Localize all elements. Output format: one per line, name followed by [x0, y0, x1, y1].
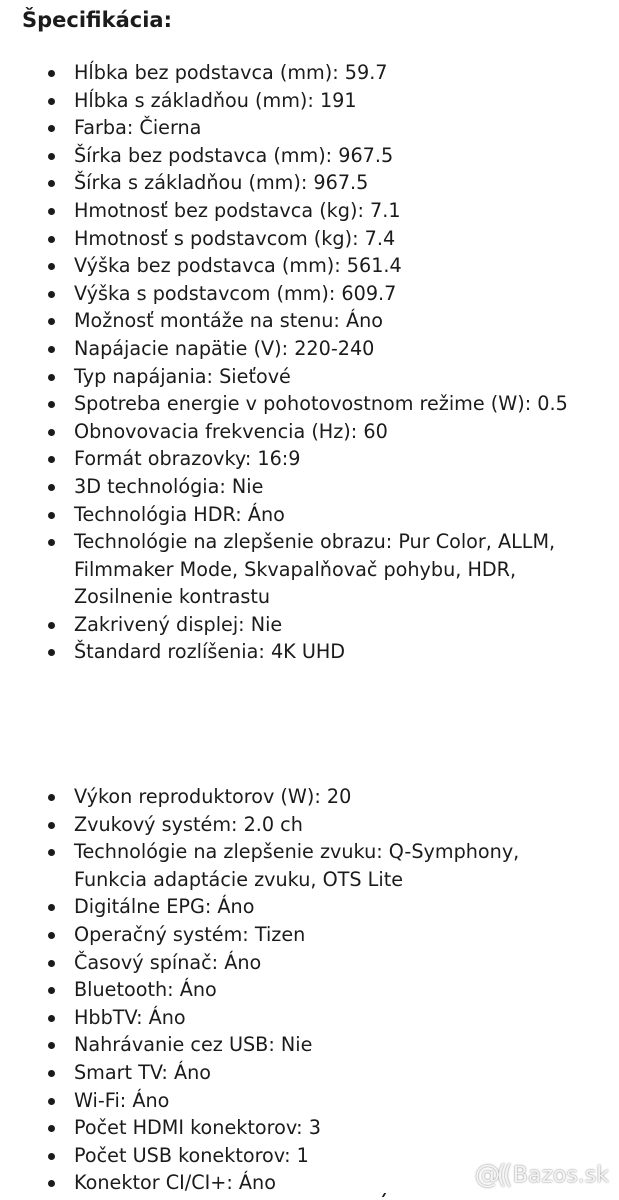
- spec-item: Digitálne EPG: Áno: [0, 893, 600, 921]
- spec-item: Technológie na zlepšenie zvuku: Q-Symphony, Funkcia adaptácie zvuku, OTS Lite: [0, 838, 600, 893]
- spec-item: Štandard rozlíšenia: 4K UHD: [0, 638, 600, 666]
- page-title: Špecifikácia:: [22, 8, 172, 32]
- spec-item: Počet HDMI konektorov: 3: [0, 1114, 600, 1142]
- spec-list-picture: [0, 59, 600, 666]
- bazos-watermark: [474, 1160, 609, 1190]
- spec-item: Hĺbka bez podstavca (mm): 59.7: [0, 59, 600, 87]
- spec-item: Výška s podstavcom (mm): 609.7: [0, 280, 600, 308]
- spec-item: Časový spínač: Áno: [0, 949, 600, 977]
- spec-item: Smart TV: Áno: [0, 1059, 600, 1087]
- spec-item: Spotreba energie v pohotovostnom režime (W): 0.5: [0, 390, 600, 418]
- spec-item: Formát obrazovky: 16:9: [0, 445, 600, 473]
- spec-item: HbbTV: Áno: [0, 1004, 600, 1032]
- watermark-text: Bazos.sk: [512, 1162, 609, 1188]
- spec-item: Konektor CI/CI+: Áno: [0, 1169, 600, 1197]
- spec-item: Počet USB konektorov: 1: [0, 1142, 600, 1170]
- spec-item: Farba: Čierna: [0, 114, 600, 142]
- spec-item: Napájacie napätie (V): 220-240: [0, 335, 600, 363]
- spec-item: Technológie na zlepšenie obrazu: Pur Color, ALLM, Filmmaker Mode, Skvapalňovač pohybu, HDR, Zosilnenie kontrastu: [0, 528, 600, 611]
- spec-item: Bluetooth: Áno: [0, 976, 600, 1004]
- spec-item: Wi-Fi: Áno: [0, 1087, 600, 1115]
- spec-item: Hmotnosť s podstavcom (kg): 7.4: [0, 225, 600, 253]
- spec-item: Hĺbka s základňou (mm): 191: [0, 87, 600, 115]
- bazos-logo-icon: @((: [474, 1160, 509, 1190]
- spec-item: Výška bez podstavca (mm): 561.4: [0, 252, 600, 280]
- spec-item: Zakrivený displej: Nie: [0, 611, 600, 639]
- spec-item: Operačný systém: Tizen: [0, 921, 600, 949]
- spec-item: Nahrávanie cez USB: Nie: [0, 1031, 600, 1059]
- spec-item: Zvukový systém: 2.0 ch: [0, 811, 600, 839]
- spec-item: Technológia HDR: Áno: [0, 501, 600, 529]
- spec-item: Šírka s základňou (mm): 967.5: [0, 169, 600, 197]
- spec-item: Výkon reproduktorov (W): 20: [0, 783, 600, 811]
- spec-item: Šírka bez podstavca (mm): 967.5: [0, 142, 600, 170]
- spec-item: Obnovovacia frekvencia (Hz): 60: [0, 418, 600, 446]
- spec-item: Hmotnosť bez podstavca (kg): 7.1: [0, 197, 600, 225]
- spec-list-sound-smart: [0, 783, 600, 1197]
- spec-item: 3D technológia: Nie: [0, 473, 600, 501]
- spec-item: Možnosť montáže na stenu: Áno: [0, 307, 600, 335]
- spec-item: Typ napájania: Sieťové: [0, 363, 600, 391]
